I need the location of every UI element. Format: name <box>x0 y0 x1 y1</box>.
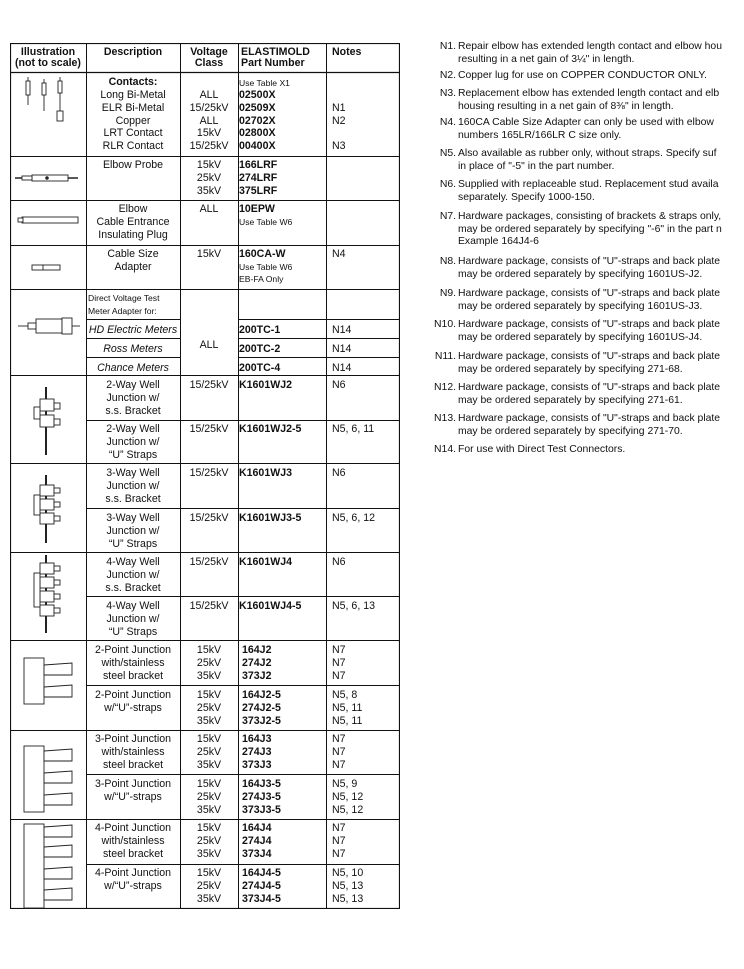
notes-cell: N5, 8 <box>332 689 358 701</box>
description-cell: Cable Size <box>107 248 159 260</box>
description-cell: 4-Way Well <box>106 556 160 568</box>
description-cell: 3-Way Well <box>106 512 160 524</box>
notes-cell: N4 <box>332 248 346 260</box>
notes-cell: N7 <box>332 733 346 745</box>
voltage-cell: ALL <box>199 114 219 127</box>
part-number-cell: 02800X <box>239 127 276 140</box>
note-text: may be ordered separately by specifying "-6" in the part n <box>458 223 722 235</box>
description-cell: “U” Straps <box>108 448 158 461</box>
note-text: 160CA Cable Size Adapter can only be used with elbow <box>458 117 714 128</box>
voltage-cell: 35kV <box>196 758 222 771</box>
notes-cell: N5, 11 <box>332 714 363 727</box>
description-cell: 3-Point Junction <box>95 778 171 790</box>
notes-cell: N6 <box>332 379 346 391</box>
meter-title: Meter Adapter for: <box>88 306 157 316</box>
voltage-cell: 25kV <box>196 701 222 714</box>
note-label: N8. <box>439 256 456 267</box>
note-text: Hardware package, consists of "U"-straps and back plate <box>458 351 721 362</box>
description-cell: with/stainless <box>101 656 165 669</box>
part-number-cell: K1601WJ3-5 <box>239 512 302 524</box>
voltage-cell: 15kV <box>196 867 222 879</box>
notes-cell: N14 <box>332 362 352 374</box>
notes-cell: N5, 10 <box>332 867 364 879</box>
notes-cell: N5, 13 <box>332 879 364 892</box>
part-number-cell: 274J4 <box>242 834 272 847</box>
voltage-cell: ALL <box>199 203 219 215</box>
four-way-well-illustration <box>34 555 60 633</box>
note-text: Hardware package, consists of "U"-straps and back plate <box>458 382 721 393</box>
part-number-cell: 164J2 <box>242 644 272 656</box>
contacts-title: Contacts: <box>108 76 158 88</box>
notes-cell: N7 <box>332 745 346 758</box>
notes-cell: N7 <box>332 822 346 834</box>
voltage-cell: 35kV <box>196 669 222 682</box>
part-number-cell: 375LRF <box>239 184 278 197</box>
voltage-cell: 15kV <box>196 733 222 745</box>
voltage-cell: 35kV <box>196 803 222 816</box>
voltage-cell: 15/25kV <box>189 101 229 114</box>
part-number-cell: 274J3 <box>242 745 272 758</box>
description-cell: LRT Contact <box>103 127 163 140</box>
part-number-cell: K1601WJ2 <box>239 379 292 391</box>
note-text: Repair elbow has extended length contact and elbow hou <box>458 41 722 52</box>
part-number-cell: 274J3-5 <box>242 790 281 803</box>
plug-illustration <box>18 217 78 223</box>
part-number-cell: 164J4 <box>242 822 272 834</box>
four-point-junction-illustration <box>24 824 72 908</box>
part-number-cell: 373J2-5 <box>242 714 281 727</box>
notes-cell: N5, 11 <box>332 701 363 714</box>
description-cell: Ross Meters <box>103 343 163 355</box>
voltage-cell: 15/25kV <box>189 423 229 435</box>
part-number-cell: 164J2-5 <box>242 689 281 701</box>
description-cell: with/stainless <box>101 834 165 847</box>
part-number-cell: 274J4-5 <box>242 879 281 892</box>
header-voltage: Voltage Class <box>190 46 228 69</box>
notes-cell: N2 <box>332 114 346 127</box>
voltage-cell: 15/25kV <box>189 467 229 479</box>
part-subnote: Use Table W6 <box>239 262 293 272</box>
part-number-cell: K1601WJ4-5 <box>239 600 302 612</box>
notes-cell: N5, 6, 13 <box>332 600 375 612</box>
description-cell: 2-Way Well <box>106 423 160 435</box>
part-number-cell: 373J2 <box>242 669 272 682</box>
voltage-cell: 15kV <box>196 822 222 834</box>
description-cell: Junction w/ <box>106 524 160 537</box>
notes-cell: N5, 6, 11 <box>332 423 375 435</box>
voltage-cell: 15kV <box>196 127 222 140</box>
description-cell: Copper <box>115 114 151 127</box>
part-number-cell: K1601WJ4 <box>239 556 292 568</box>
note-text: Replacement elbow has extended length contact and elb <box>458 88 720 99</box>
notes-cell: N1 <box>332 101 346 114</box>
note-label: N7. <box>439 211 456 222</box>
description-cell: w/“U”-straps <box>104 879 162 892</box>
part-number-cell: 373J3-5 <box>242 803 281 816</box>
contacts-use-table: Use Table X1 <box>239 78 290 88</box>
description-cell: Junction w/ <box>106 612 160 625</box>
part-number-cell: 164J4-5 <box>242 867 281 879</box>
part-number-cell: 02702X <box>239 114 276 127</box>
part-number-cell: 200TC-1 <box>239 324 281 336</box>
part-number-cell: 02509X <box>239 101 276 114</box>
description-cell: Junction w/ <box>106 435 160 448</box>
note-text: resulting in a net gain of 3¼" in length. <box>458 53 635 65</box>
description-cell: Junction w/ <box>106 391 160 404</box>
description-cell: Long Bi-Metal <box>100 89 166 101</box>
notes-cell: N7 <box>332 669 346 682</box>
voltage-cell: 15kV <box>196 248 222 260</box>
notes-cell: N5, 12 <box>332 790 364 803</box>
notes-cell: N6 <box>332 467 346 479</box>
voltage-cell: 15/25kV <box>189 512 229 524</box>
note-text: For use with Direct Test Connectors. <box>458 444 626 455</box>
description-cell: 2-Way Well <box>106 379 160 391</box>
part-number-cell: 200TC-4 <box>239 362 281 374</box>
description-cell: s.s. Bracket <box>105 404 161 417</box>
voltage-cell: 35kV <box>196 184 222 197</box>
description-cell: Junction w/ <box>106 568 160 581</box>
part-number-cell: 373J4 <box>242 847 272 860</box>
note-text: Hardware packages, consisting of brackets & straps only, <box>458 211 722 222</box>
note-text: may be ordered separately by specifying 271-68. <box>458 363 683 375</box>
description-cell: 2-Point Junction <box>95 689 171 701</box>
description-cell: 3-Way Well <box>106 467 160 479</box>
note-label: N6. <box>439 179 456 190</box>
note-text: may be ordered separately by specifying 1601US-J3. <box>458 300 703 312</box>
voltage-cell: 15/25kV <box>189 379 229 391</box>
header-part-number: ELASTIMOLD Part Number <box>241 46 310 69</box>
description-cell: s.s. Bracket <box>105 492 161 505</box>
notes-cell: N5, 6, 12 <box>332 512 375 524</box>
part-number-cell: K1601WJ3 <box>239 467 292 479</box>
part-number-cell: 166LRF <box>239 159 278 171</box>
description-cell: Adapter <box>114 260 152 273</box>
description-cell: Chance Meters <box>97 362 169 374</box>
description-cell: Elbow <box>118 203 148 215</box>
description-cell: Junction w/ <box>106 479 160 492</box>
probe-illustration <box>15 175 78 181</box>
description-cell: steel bracket <box>102 758 164 771</box>
note-label: N13. <box>434 413 456 424</box>
note-text: Hardware package, consists of "U"-straps and back plate <box>458 413 721 424</box>
description-cell: 4-Point Junction <box>95 822 171 834</box>
voltage-cell: 35kV <box>196 714 222 727</box>
note-text: numbers 165LR/166LR C size only. <box>458 129 622 141</box>
three-point-junction-illustration <box>24 746 72 812</box>
voltage-cell: ALL <box>199 339 219 351</box>
description-cell: w/“U”-straps <box>104 701 162 714</box>
description-cell: w/“U”-straps <box>104 790 162 803</box>
part-number-cell: 274J2-5 <box>242 701 281 714</box>
description-cell: “U” Straps <box>108 537 158 550</box>
part-number-cell: 373J4-5 <box>242 892 281 905</box>
part-number-cell: 02500X <box>239 89 276 101</box>
description-cell: ELR Bi-Metal <box>101 101 165 114</box>
voltage-cell: 15kV <box>196 689 222 701</box>
part-number-cell: 373J3 <box>242 758 272 771</box>
part-number-cell: 164J3 <box>242 733 272 745</box>
description-cell: 4-Point Junction <box>95 867 171 879</box>
voltage-cell: 15/25kV <box>189 556 229 568</box>
note-label: N12. <box>434 382 456 393</box>
meter-title: Direct Voltage Test <box>88 293 160 303</box>
notes-cell: N7 <box>332 758 346 771</box>
note-text: may be ordered separately by specifying 271-61. <box>458 394 683 406</box>
voltage-cell: 25kV <box>196 171 222 184</box>
notes-cell: N14 <box>332 324 352 336</box>
part-subnote: Use Table W6 <box>239 217 293 227</box>
notes-cell: N5, 12 <box>332 803 364 816</box>
notes-cell: N7 <box>332 834 346 847</box>
notes-cell: N5, 13 <box>332 892 364 905</box>
description-cell: with/stainless <box>101 745 165 758</box>
notes-cell: N6 <box>332 556 346 568</box>
note-text: Example 164J4-6 <box>458 236 539 248</box>
note-label: N14. <box>434 444 456 455</box>
note-label: N1. <box>439 41 456 52</box>
notes-cell: N3 <box>332 140 346 153</box>
description-cell: 3-Point Junction <box>95 733 171 745</box>
note-label: N3. <box>439 88 456 99</box>
notes-cell: N7 <box>332 656 346 669</box>
part-number-cell: 00400X <box>239 140 276 153</box>
note-text: in place of "-5" in the part number. <box>458 160 615 172</box>
parts-table <box>10 43 400 909</box>
voltage-cell: 25kV <box>196 745 222 758</box>
note-label: N11. <box>434 351 456 362</box>
contacts-illustration <box>26 77 63 121</box>
voltage-cell: 25kV <box>196 834 222 847</box>
header-description: Description <box>103 46 163 58</box>
description-cell: RLR Contact <box>102 140 164 153</box>
voltage-cell: 15kV <box>196 159 222 171</box>
note-label: N2. <box>439 70 456 81</box>
description-cell: Insulating Plug <box>98 228 168 241</box>
voltage-cell: 15kV <box>196 644 222 656</box>
note-text: Copper lug for use on COPPER CONDUCTOR ONLY. <box>458 70 707 81</box>
two-point-junction-illustration <box>24 658 72 704</box>
three-way-well-illustration <box>34 475 60 543</box>
header-illustration: Illustration (not to scale) <box>15 46 81 69</box>
part-number-cell: 164J3-5 <box>242 778 281 790</box>
voltage-cell: 25kV <box>196 656 222 669</box>
part-number-cell: 160CA-W <box>239 248 286 260</box>
note-text: may be ordered separately by specifying 271-70. <box>458 425 683 437</box>
header-notes: Notes <box>332 46 362 58</box>
note-label: N5. <box>439 148 456 159</box>
description-cell: steel bracket <box>102 669 164 682</box>
notes-cell: N14 <box>332 343 352 355</box>
notes-cell: N7 <box>332 644 346 656</box>
note-label: N10. <box>434 319 456 330</box>
voltage-cell: 25kV <box>196 790 222 803</box>
two-way-well-illustration <box>34 387 60 455</box>
voltage-cell: 35kV <box>196 847 222 860</box>
description-cell: 4-Way Well <box>106 600 160 612</box>
part-number-cell: 274J2 <box>242 656 272 669</box>
note-text: housing resulting in a net gain of 8⅜" in length. <box>458 100 674 112</box>
note-text: Hardware package, consists of "U"-straps and back plate <box>458 319 721 330</box>
note-text: separately. Specify 1000-150. <box>458 191 595 203</box>
voltage-cell: ALL <box>199 89 219 101</box>
note-text: may be ordered separately by specifying 1601US-J2. <box>458 268 703 280</box>
note-text: Hardware package, consists of "U"-straps and back plate <box>458 288 721 299</box>
notes-cell: N5, 9 <box>332 778 358 790</box>
description-cell: HD Electric Meters <box>88 324 178 336</box>
adapter-illustration <box>32 265 60 270</box>
part-number-cell: 10EPW <box>239 203 275 215</box>
note-label: N4. <box>439 117 456 128</box>
part-number-cell: 274LRF <box>239 171 278 184</box>
voltage-cell: 15/25kV <box>189 140 229 153</box>
voltage-cell: 35kV <box>196 892 222 905</box>
note-text: may be ordered separately by specifying 1601US-J4. <box>458 331 703 343</box>
note-label: N9. <box>439 288 456 299</box>
note-text: Hardware package, consists of "U"-straps and back plate <box>458 256 721 267</box>
description-cell: Elbow Probe <box>102 159 164 171</box>
note-text: Supplied with replaceable stud. Replacement stud availa <box>458 179 719 190</box>
part-subnote: EB-FA Only <box>239 274 284 284</box>
voltage-cell: 25kV <box>196 879 222 892</box>
description-cell: 2-Point Junction <box>95 644 171 656</box>
description-cell: steel bracket <box>102 847 164 860</box>
part-number-cell: 200TC-2 <box>239 343 281 355</box>
description-cell: s.s. Bracket <box>105 581 161 594</box>
note-text: Also available as rubber only, without straps. Specify suf <box>458 148 717 159</box>
meter-adapter-illustration <box>18 318 80 334</box>
voltage-cell: 15kV <box>196 778 222 790</box>
part-number-cell: K1601WJ2-5 <box>239 423 302 435</box>
description-cell: “U” Straps <box>108 625 158 638</box>
description-cell: Cable Entrance <box>96 215 170 228</box>
notes-cell: N7 <box>332 847 346 860</box>
voltage-cell: 15/25kV <box>189 600 229 612</box>
